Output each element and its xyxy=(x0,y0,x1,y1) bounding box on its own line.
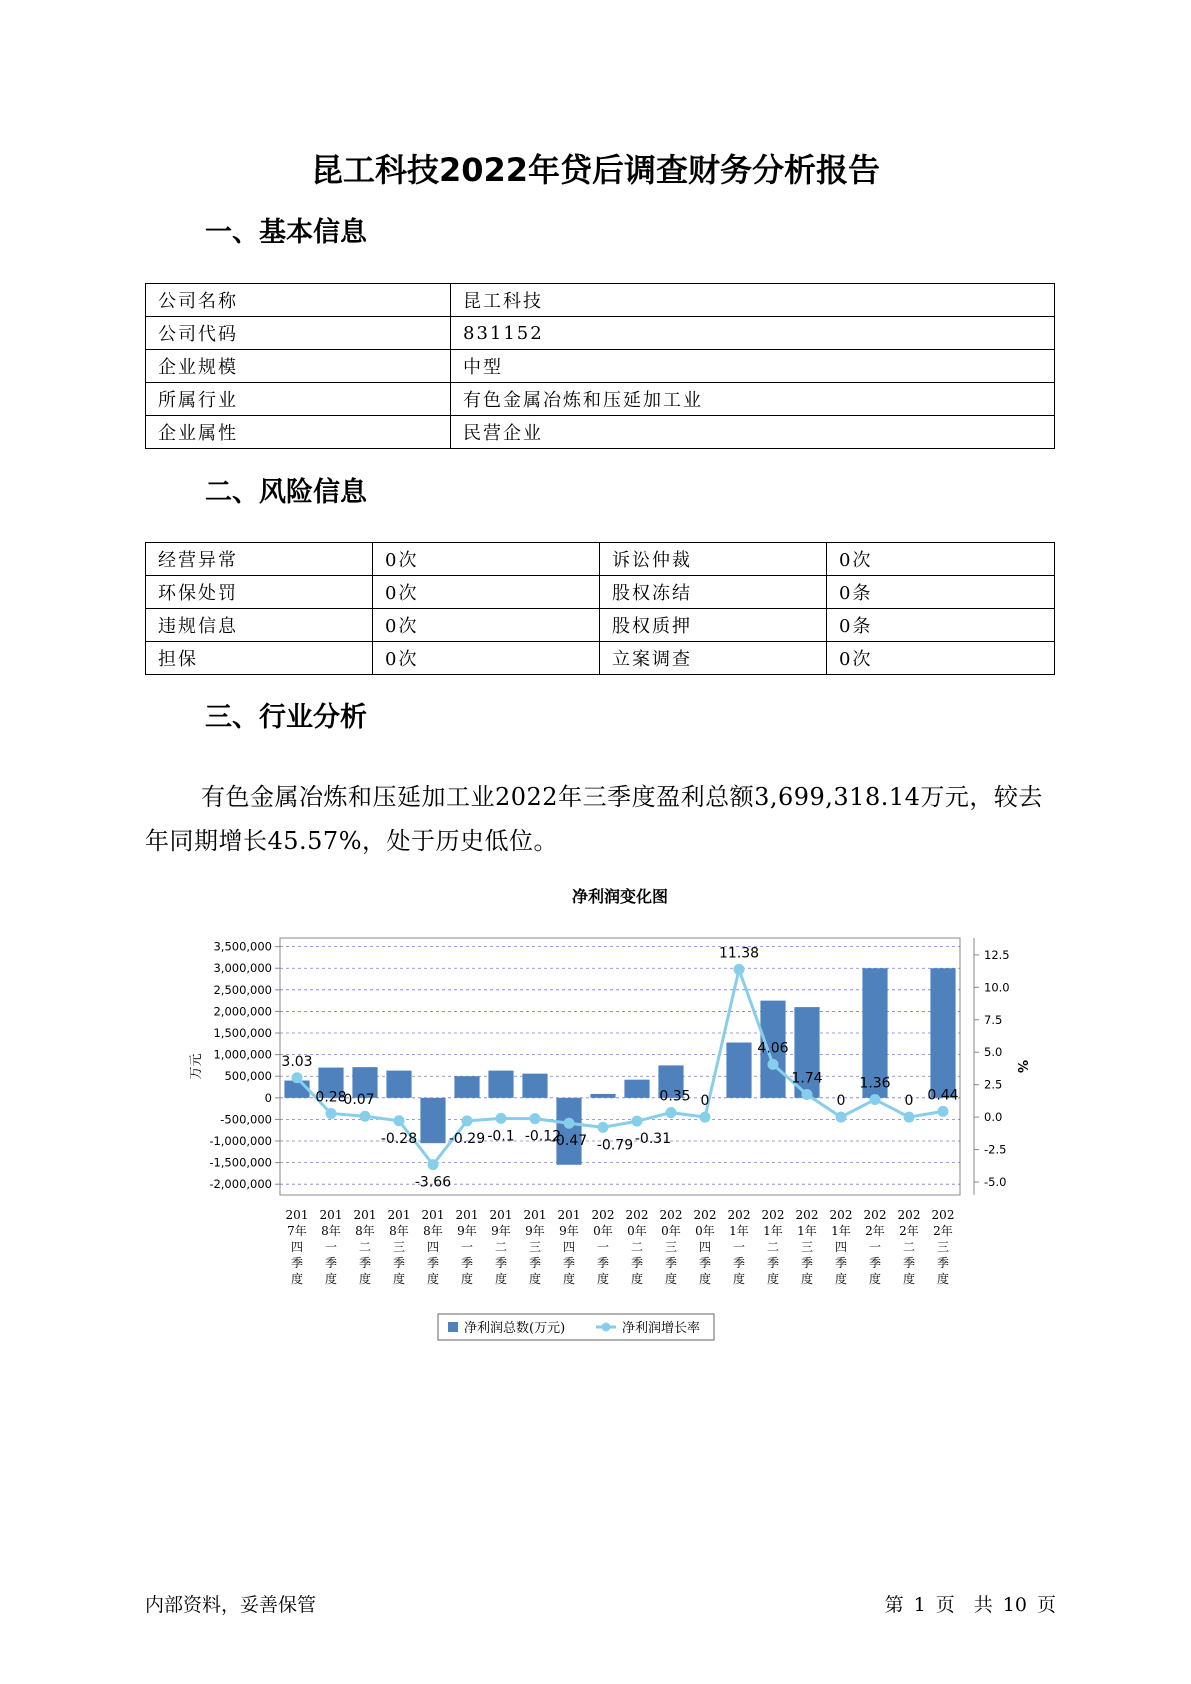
y-axis-tick-label: 1,000,000 xyxy=(213,1047,272,1062)
x-axis-tick-label: 度 xyxy=(324,1272,338,1286)
x-axis-tick-label: 季 xyxy=(800,1256,814,1270)
x-axis-tick-label: 度 xyxy=(868,1272,882,1286)
table-cell-value: 0条 xyxy=(827,576,1055,609)
x-axis-tick-label: 0年 xyxy=(661,1224,681,1238)
x-axis-tick-label: 度 xyxy=(664,1272,678,1286)
data-label: 0 xyxy=(836,1093,846,1110)
footer-page-number: 第 1 页 共 10 页 xyxy=(884,1594,1056,1616)
x-axis-tick-label: 度 xyxy=(698,1272,712,1286)
table-row xyxy=(146,642,1055,675)
x-axis-tick-label: 季 xyxy=(392,1256,406,1270)
x-axis-tick-label: 0年 xyxy=(627,1224,647,1238)
table-cell-value: 0次 xyxy=(827,642,1055,675)
x-axis-tick-label: 8年 xyxy=(355,1224,375,1238)
x-axis-tick-label: 2年 xyxy=(899,1224,919,1238)
table-row xyxy=(146,609,1055,642)
x-axis-tick-label: 201 xyxy=(489,1208,513,1222)
x-axis-tick-label: 1年 xyxy=(729,1224,749,1238)
x-axis-tick-label: 季 xyxy=(460,1256,474,1270)
data-label: 4.06 xyxy=(757,1040,789,1057)
x-axis-tick-label: 202 xyxy=(591,1208,615,1222)
table-cell-label: 公司名称 xyxy=(146,284,451,317)
data-label: -0.29 xyxy=(448,1130,486,1147)
growth-rate-point xyxy=(870,1094,881,1105)
y-axis-tick-label: 2,000,000 xyxy=(213,1004,272,1019)
chart-bar xyxy=(624,1080,649,1098)
y-axis-tick-label: -500,000 xyxy=(220,1112,272,1127)
y2-axis-tick-label: 12.5 xyxy=(984,947,1010,962)
x-axis-tick-label: 一 xyxy=(596,1240,610,1254)
data-label: 3.03 xyxy=(281,1053,313,1070)
growth-rate-point xyxy=(394,1115,405,1126)
growth-rate-point xyxy=(292,1072,303,1083)
x-axis-tick-label: 201 xyxy=(455,1208,479,1222)
growth-rate-point xyxy=(700,1112,711,1123)
y-axis-tick-label: 2,500,000 xyxy=(213,982,272,997)
basic-info-table xyxy=(145,283,1055,449)
x-axis-tick-label: 2年 xyxy=(865,1224,885,1238)
data-label: 1.36 xyxy=(859,1075,891,1092)
x-axis-tick-label: 8年 xyxy=(423,1224,443,1238)
x-axis-tick-label: 度 xyxy=(936,1272,950,1286)
table-cell-value: 民营企业 xyxy=(451,416,1055,449)
y-axis-tick-label: 500,000 xyxy=(224,1069,272,1084)
x-axis-tick-label: 7年 xyxy=(287,1224,307,1238)
risk-info-table xyxy=(145,542,1055,675)
y-axis-tick-label: -1,000,000 xyxy=(209,1134,272,1149)
table-cell-value: 0次 xyxy=(827,543,1055,576)
chart-bar xyxy=(590,1094,615,1098)
table-row xyxy=(146,350,1055,383)
table-cell-label: 诉讼仲裁 xyxy=(600,543,827,576)
table-cell-label: 企业属性 xyxy=(146,416,451,449)
data-label: -0.79 xyxy=(596,1137,634,1154)
x-axis-tick-label: 度 xyxy=(834,1272,848,1286)
x-axis-tick-label: 201 xyxy=(421,1208,445,1222)
x-axis-tick-label: 季 xyxy=(834,1256,848,1270)
x-axis-tick-label: 度 xyxy=(494,1272,508,1286)
x-axis-tick-label: 度 xyxy=(630,1272,644,1286)
x-axis-tick-label: 201 xyxy=(285,1208,309,1222)
x-axis-tick-label: 202 xyxy=(795,1208,819,1222)
x-axis-tick-label: 201 xyxy=(557,1208,581,1222)
x-axis-tick-label: 季 xyxy=(868,1256,882,1270)
x-axis-tick-label: 季 xyxy=(698,1256,712,1270)
chart-bar xyxy=(522,1074,547,1098)
table-row xyxy=(146,543,1055,576)
growth-rate-point xyxy=(462,1115,473,1126)
x-axis-tick-label: 1年 xyxy=(831,1224,851,1238)
table-cell-value: 昆工科技 xyxy=(451,284,1055,317)
table-cell-label: 违规信息 xyxy=(146,609,373,642)
x-axis-tick-label: 季 xyxy=(562,1256,576,1270)
y2-axis-tick-label: 7.5 xyxy=(984,1012,1003,1027)
x-axis-tick-label: 202 xyxy=(863,1208,887,1222)
y-axis-tick-label: 0 xyxy=(264,1090,272,1105)
x-axis-tick-label: 度 xyxy=(426,1272,440,1286)
plot-area xyxy=(280,938,960,1195)
growth-rate-point xyxy=(666,1107,677,1118)
x-axis-tick-label: 二 xyxy=(630,1240,644,1254)
x-axis-tick-label: 202 xyxy=(761,1208,785,1222)
legend-swatch-bar xyxy=(448,1322,458,1332)
table-cell-label: 公司代码 xyxy=(146,317,451,350)
table-cell-value: 831152 xyxy=(451,317,1055,350)
section-heading-industry-analysis: 三、行业分析 xyxy=(205,702,367,733)
x-axis-tick-label: 一 xyxy=(460,1240,474,1254)
data-label: 0 xyxy=(700,1093,710,1110)
x-axis-tick-label: 季 xyxy=(596,1256,610,1270)
x-axis-tick-label: 三 xyxy=(664,1240,678,1254)
x-axis-tick-label: 季 xyxy=(732,1256,746,1270)
net-profit-chart xyxy=(180,880,1030,1350)
x-axis-tick-label: 季 xyxy=(902,1256,916,1270)
x-axis-tick-label: 0年 xyxy=(695,1224,715,1238)
table-cell-label: 环保处罚 xyxy=(146,576,373,609)
x-axis-tick-label: 9年 xyxy=(457,1224,477,1238)
x-axis-tick-label: 季 xyxy=(494,1256,508,1270)
table-cell-label: 股权质押 xyxy=(600,609,827,642)
x-axis-tick-label: 度 xyxy=(290,1272,304,1286)
x-axis-tick-label: 度 xyxy=(392,1272,406,1286)
data-label: -0.1 xyxy=(487,1128,515,1145)
table-row xyxy=(146,284,1055,317)
y2-axis-tick-label: -2.5 xyxy=(984,1142,1007,1157)
x-axis-tick-label: 201 xyxy=(353,1208,377,1222)
growth-rate-point xyxy=(632,1116,643,1127)
growth-rate-point xyxy=(802,1089,813,1100)
table-cell-value: 0次 xyxy=(373,543,600,576)
y2-axis-tick-label: 0.0 xyxy=(984,1110,1003,1125)
y-axis-tick-label: 3,500,000 xyxy=(213,939,272,954)
growth-rate-point xyxy=(598,1122,609,1133)
data-label: -0.31 xyxy=(634,1131,672,1148)
y-axis-tick-label: 3,000,000 xyxy=(213,961,272,976)
table-cell-label: 股权冻结 xyxy=(600,576,827,609)
x-axis-tick-label: 度 xyxy=(528,1272,542,1286)
table-cell-value: 中型 xyxy=(451,350,1055,383)
x-axis-tick-label: 202 xyxy=(693,1208,717,1222)
x-axis-tick-label: 季 xyxy=(766,1256,780,1270)
data-label: 0 xyxy=(904,1093,914,1110)
x-axis-tick-label: 三 xyxy=(800,1240,814,1254)
table-cell-label: 经营异常 xyxy=(146,543,373,576)
x-axis-tick-label: 202 xyxy=(931,1208,955,1222)
x-axis-tick-label: 季 xyxy=(358,1256,372,1270)
x-axis-tick-label: 度 xyxy=(596,1272,610,1286)
data-label: -0.47 xyxy=(550,1133,588,1150)
x-axis-tick-label: 三 xyxy=(936,1240,950,1254)
y-axis-label: 万元 xyxy=(189,1053,204,1080)
table-cell-label: 所属行业 xyxy=(146,383,451,416)
table-cell-value: 0条 xyxy=(827,609,1055,642)
x-axis-tick-label: 9年 xyxy=(559,1224,579,1238)
growth-rate-point xyxy=(530,1113,541,1124)
chart-bar xyxy=(930,968,955,1098)
table-cell-label: 企业规模 xyxy=(146,350,451,383)
y2-axis-tick-label: 5.0 xyxy=(984,1045,1003,1060)
x-axis-tick-label: 度 xyxy=(460,1272,474,1286)
y2-axis-tick-label: 2.5 xyxy=(984,1077,1003,1092)
x-axis-tick-label: 度 xyxy=(358,1272,372,1286)
y-axis-tick-label: -2,000,000 xyxy=(209,1177,272,1192)
x-axis-tick-label: 二 xyxy=(494,1240,508,1254)
growth-rate-point xyxy=(326,1108,337,1119)
growth-rate-point xyxy=(496,1113,507,1124)
x-axis-tick-label: 季 xyxy=(936,1256,950,1270)
data-label: 0.07 xyxy=(343,1092,375,1109)
growth-rate-point xyxy=(904,1112,915,1123)
x-axis-tick-label: 三 xyxy=(528,1240,542,1254)
table-row xyxy=(146,383,1055,416)
y2-axis-tick-label: 10.0 xyxy=(984,980,1010,995)
x-axis-tick-label: 202 xyxy=(829,1208,853,1222)
data-label: -0.12 xyxy=(524,1128,562,1145)
x-axis-tick-label: 0年 xyxy=(593,1224,613,1238)
table-row xyxy=(146,317,1055,350)
table-row xyxy=(146,416,1055,449)
y-axis-tick-label: -1,500,000 xyxy=(209,1155,272,1170)
x-axis-tick-label: 1年 xyxy=(797,1224,817,1238)
x-axis-tick-label: 四 xyxy=(290,1240,304,1254)
x-axis-tick-label: 季 xyxy=(324,1256,338,1270)
x-axis-tick-label: 2年 xyxy=(933,1224,953,1238)
industry-analysis-paragraph: 有色金属冶炼和压延加工业2022年三季度盈利总额3,699,318.14万元，较去年同期增长45.57%，处于历史低位。 xyxy=(145,783,1043,855)
table-cell-value: 0次 xyxy=(373,642,600,675)
x-axis-tick-label: 1年 xyxy=(763,1224,783,1238)
x-axis-tick-label: 202 xyxy=(659,1208,683,1222)
x-axis-tick-label: 8年 xyxy=(321,1224,341,1238)
growth-rate-point xyxy=(768,1059,779,1070)
x-axis-tick-label: 季 xyxy=(528,1256,542,1270)
footer-confidential-note: 内部资料，妥善保管 xyxy=(145,1594,317,1616)
x-axis-tick-label: 二 xyxy=(902,1240,916,1254)
x-axis-tick-label: 度 xyxy=(766,1272,780,1286)
table-cell-value: 0次 xyxy=(373,576,600,609)
chart-bar xyxy=(488,1071,513,1098)
data-label: -0.28 xyxy=(380,1130,418,1147)
y-axis-tick-label: 1,500,000 xyxy=(213,1026,272,1041)
y2-axis-label: % xyxy=(1014,1059,1029,1074)
data-label: 11.38 xyxy=(718,945,760,962)
x-axis-tick-label: 9年 xyxy=(525,1224,545,1238)
x-axis-tick-label: 一 xyxy=(324,1240,338,1254)
x-axis-tick-label: 202 xyxy=(897,1208,921,1222)
x-axis-tick-label: 季 xyxy=(664,1256,678,1270)
x-axis-tick-label: 四 xyxy=(698,1240,712,1254)
table-cell-value: 有色金属冶炼和压延加工业 xyxy=(451,383,1055,416)
section-heading-basic-info: 一、基本信息 xyxy=(205,217,367,248)
y2-axis-tick-label: -5.0 xyxy=(984,1175,1007,1190)
x-axis-tick-label: 一 xyxy=(868,1240,882,1254)
table-cell-label: 担保 xyxy=(146,642,373,675)
chart-bar xyxy=(454,1076,479,1098)
data-label: 0.35 xyxy=(659,1088,691,1105)
x-axis-tick-label: 四 xyxy=(834,1240,848,1254)
growth-rate-point xyxy=(564,1118,575,1129)
x-axis-tick-label: 度 xyxy=(562,1272,576,1286)
x-axis-tick-label: 二 xyxy=(766,1240,780,1254)
table-cell-label: 立案调查 xyxy=(600,642,827,675)
chart-bar xyxy=(726,1043,751,1098)
page-title: 昆工科技2022年贷后调查财务分析报告 xyxy=(310,151,881,189)
x-axis-tick-label: 四 xyxy=(426,1240,440,1254)
x-axis-tick-label: 201 xyxy=(319,1208,343,1222)
x-axis-tick-label: 9年 xyxy=(491,1224,511,1238)
growth-rate-point xyxy=(938,1106,949,1117)
x-axis-tick-label: 三 xyxy=(392,1240,406,1254)
table-row xyxy=(146,576,1055,609)
data-label: 1.74 xyxy=(791,1070,823,1087)
growth-rate-point xyxy=(734,964,745,975)
data-label: 0.28 xyxy=(315,1089,347,1106)
growth-rate-point xyxy=(428,1159,439,1170)
data-label: -3.66 xyxy=(414,1174,452,1191)
x-axis-tick-label: 度 xyxy=(800,1272,814,1286)
x-axis-tick-label: 8年 xyxy=(389,1224,409,1238)
growth-rate-point xyxy=(836,1112,847,1123)
x-axis-tick-label: 二 xyxy=(358,1240,372,1254)
x-axis-tick-label: 季 xyxy=(630,1256,644,1270)
section-heading-risk-info: 二、风险信息 xyxy=(205,477,367,508)
legend-swatch-point xyxy=(602,1323,611,1332)
x-axis-tick-label: 季 xyxy=(426,1256,440,1270)
legend-label-bar: 净利润总数(万元) xyxy=(464,1321,566,1336)
table-cell-value: 0次 xyxy=(373,609,600,642)
x-axis-tick-label: 度 xyxy=(732,1272,746,1286)
chart-bar xyxy=(420,1098,445,1143)
x-axis-tick-label: 201 xyxy=(387,1208,411,1222)
x-axis-tick-label: 度 xyxy=(902,1272,916,1286)
growth-rate-point xyxy=(360,1111,371,1122)
chart-bar xyxy=(386,1071,411,1098)
chart-title: 净利润变化图 xyxy=(571,887,669,906)
x-axis-tick-label: 四 xyxy=(562,1240,576,1254)
legend-label-line: 净利润增长率 xyxy=(622,1321,701,1336)
x-axis-tick-label: 202 xyxy=(727,1208,751,1222)
x-axis-tick-label: 季 xyxy=(290,1256,304,1270)
x-axis-tick-label: 201 xyxy=(523,1208,547,1222)
data-label: 0.44 xyxy=(927,1087,959,1104)
x-axis-tick-label: 一 xyxy=(732,1240,746,1254)
x-axis-tick-label: 202 xyxy=(625,1208,649,1222)
